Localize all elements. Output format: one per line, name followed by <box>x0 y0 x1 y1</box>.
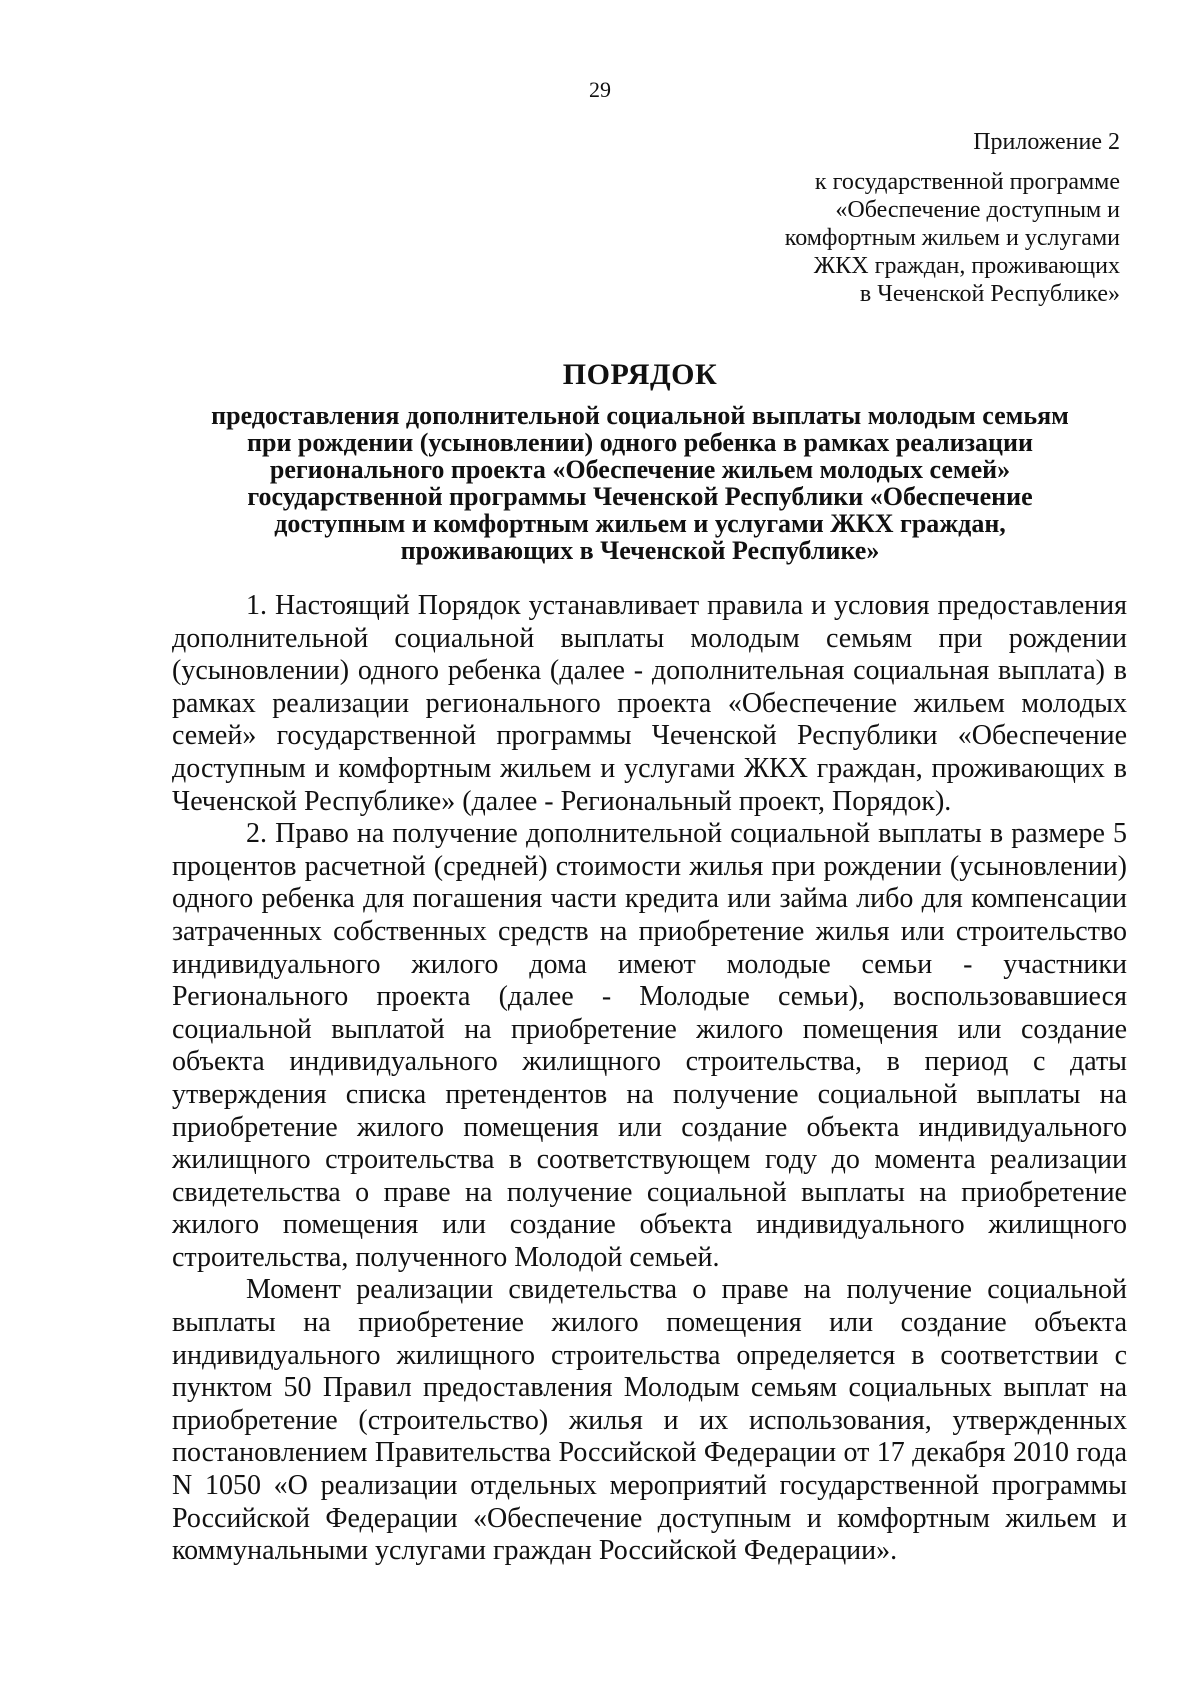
appendix-line: комфортным жильем и услугами <box>784 225 1120 251</box>
document-subtitle-line: государственной программы Чеченской Республики «Обеспечение <box>247 482 1033 511</box>
page-number: 29 <box>589 77 611 102</box>
appendix-line: к государственной программе <box>814 169 1120 195</box>
appendix-title: Приложение 2 <box>973 129 1120 155</box>
document-body <box>172 590 1127 1568</box>
document-subtitle-line: регионального проекта «Обеспечение жильем молодых семей» <box>269 455 1011 484</box>
document-heading <box>150 358 1130 564</box>
document-subtitle-line: предоставления дополнительной социальной выплаты молодым семьям <box>211 401 1069 430</box>
paragraph-2: 2. Право на получение дополнительной социальной выплаты в размере 5 процентов расчетной (средней) стоимости жилья при рождении (усыновлении) одного ребенка для погашения части кредита или займа либо для компенсации затраченных собственных средств на приобретение жилья или строительство индивидуального жилого дома имеют молодые семьи - участники Регионального проекта (далее - Молодые семьи), воспользовавшиеся социальной выплатой на приобретение жилого помещения или создание объекта индивидуального жилищного строительства, в период с даты утверждения списка претендентов на получение социальной выплаты на приобретение жилого помещения или создание объекта индивидуального жилищного строительства в соответствующем году до момента реализации свидетельства о праве на получение социальной выплаты на приобретение жилого помещения или создание объекта индивидуального жилищного строительства, полученного Молодой семьей. <box>172 818 1127 1273</box>
paragraph-3: Момент реализации свидетельства о праве на получение социальной выплаты на приобретение жилого помещения или создание объекта индивидуального жилищного строительства определяется в соответствии с пунктом 50 Правил предоставления Молодым семьям социальных выплат на приобретение (строительство) жилья и их использования, утвержденных постановлением Правительства Российской Федерации от 17 декабря 2010 года N 1050 «О реализации отдельных мероприятий государственной программы Российской Федерации «Обеспечение доступным и комфортным жильем и коммунальными услугами граждан Российской Федерации». <box>172 1274 1127 1567</box>
document-title: ПОРЯДОК <box>562 358 718 391</box>
document-subtitle-line: проживающих в Чеченской Республике» <box>400 536 880 565</box>
appendix-line: «Обеспечение доступным и <box>835 197 1120 223</box>
appendix-line: ЖКХ граждан, проживающих <box>813 253 1120 279</box>
document-subtitle-line: доступным и комфортным жильем и услугами ЖКХ граждан, <box>274 509 1006 538</box>
appendix-line: в Чеченской Республике» <box>859 281 1120 307</box>
document-subtitle-line: при рождении (усыновлении) одного ребенка в рамках реализации <box>247 428 1033 457</box>
paragraph-1: 1. Настоящий Порядок устанавливает правила и условия предоставления дополнительной социальной выплаты молодым семьям при рождении (усыновлении) одного ребенка (далее - дополнительная социальная выплата) в рамках реализации регионального проекта «Обеспечение жильем молодых семей» государственной программы Чеченской Республики «Обеспечение доступным и комфортным жильем и услугами ЖКХ граждан, проживающих в Чеченской Республике» (далее - Региональный проект, Порядок). <box>172 590 1127 817</box>
appendix-block <box>600 128 1120 308</box>
